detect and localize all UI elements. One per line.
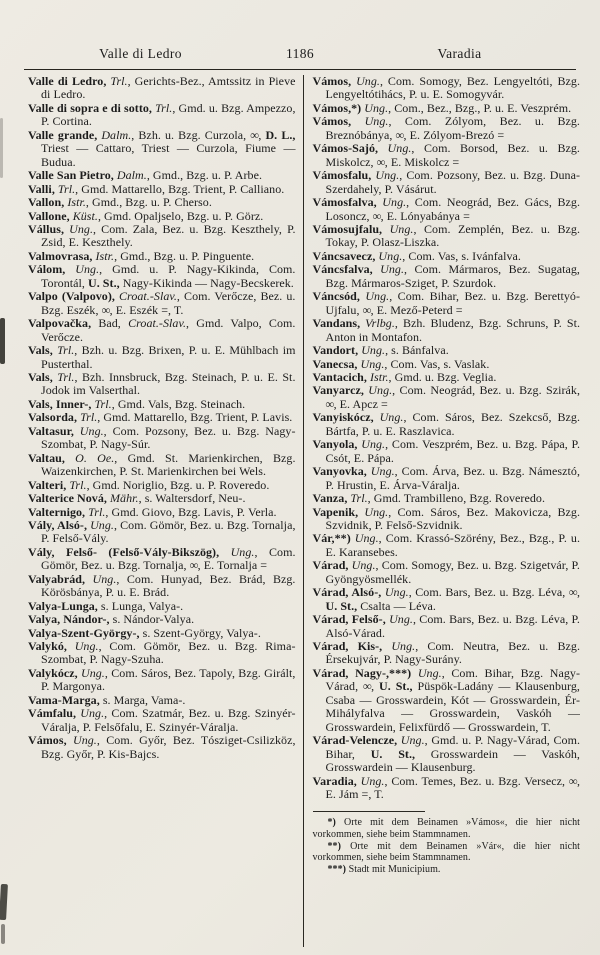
entry-headword: Vár,**) [312, 531, 355, 546]
entry-headword: Vals, Inner-, [28, 396, 95, 411]
entry-text: , Com. Zemplén, Bez. u. Bzg. Tokay, P. Olasz-Liszka. [325, 221, 580, 250]
entry-headword: Vámos, [28, 733, 73, 748]
region-abbrev: Trl. [350, 491, 368, 506]
entry-headword: Vanyiskócz, [312, 410, 380, 425]
gazetteer-entry [313, 317, 581, 344]
entry-text: , E. Zólyom-Brezó = [403, 127, 505, 142]
gazetteer-entry [28, 734, 296, 761]
entry-text: , Com. Bars, Bez. u. Bzg. Léva, P. Alsó-Várad. [325, 612, 580, 640]
entry-headword: Vals, [28, 343, 58, 358]
entry-headword: Vanyarcz, [312, 383, 369, 398]
entry-text: , Bzh. u. Bzg. Brixen, P. u. E. Mühlbach im Pusterthal. [41, 343, 296, 371]
entry-text: , E. Miskolcz = [384, 154, 460, 169]
header-rule [24, 69, 576, 70]
gazetteer-entry [313, 250, 581, 263]
entry-text: , Com. Zala, Bez. u. Bzg. Keszthely, P. Zsid, E. Keszthely. [41, 221, 296, 250]
region-abbrev: Trl. [80, 410, 98, 425]
region-abbrev: Ung. [365, 289, 390, 304]
entry-text: , Com. Somogy, Bez. Lengyeltóti, Bzg. Lengyeltótihács, P. u. E. Somogyvár. [325, 75, 580, 102]
entry-text: Püspök-Ladány — Klausenburg, Csaba — Grosswardein, Kót — Grosswardein, Ér-Mihályfalva — Grosswardein, Vaskóh — Grosswardein, Felixfürdő — Grosswardein, T. [325, 679, 580, 734]
region-abbrev: Küst. [72, 208, 98, 223]
entry-text: , Gerichts-Bez., Amtssitz in Pieve di Ledro. [41, 75, 296, 102]
region-abbrev: Croat.-Slav. [128, 316, 186, 331]
entry-headword: Válom, [28, 262, 76, 277]
gazetteer-entry [28, 627, 296, 640]
region-abbrev: Ung. [230, 544, 255, 559]
gazetteer-entry [28, 694, 296, 707]
region-abbrev: Trl. [94, 396, 112, 411]
entry-headword: U. St., [325, 598, 361, 613]
entry-headword: Vámos, [312, 114, 365, 129]
gazetteer-entry [28, 411, 296, 424]
region-abbrev: Ung. [351, 558, 376, 573]
entry-headword: Valya-Szent-György-, [28, 625, 143, 640]
region-abbrev: Ung. [378, 248, 403, 263]
region-abbrev: Dalm. [101, 127, 132, 142]
gazetteer-entry [313, 102, 581, 115]
gazetteer-entry [313, 532, 581, 559]
page-header [26, 46, 574, 62]
entry-headword: Vámfalu, [28, 706, 81, 721]
entry-text: , Gmd. Giovo, Bzg. Lavis, P. Verla. [105, 504, 277, 519]
entry-headword: Vanecsa, [312, 356, 361, 371]
gazetteer-entry [28, 371, 296, 398]
footnote-marker: **) [327, 840, 341, 852]
gazetteer-entry [28, 169, 296, 182]
entry-text: Triest — Cattaro, Triest — Curzola, Fiume — Budua. [41, 141, 296, 169]
gazetteer-entry [28, 546, 296, 573]
entry-headword: Vanyola, [312, 437, 362, 452]
entry-text: Nagy-Kikinda — Nagy-Becskerek. [122, 275, 294, 290]
entry-headword: D. L., [265, 127, 296, 142]
region-abbrev: Trl. [88, 504, 106, 519]
entry-text: , Bzh. Bludenz, Bzg. Schruns, P. St. Anton in Montafon. [325, 316, 580, 344]
footnote-marker: *) [327, 817, 336, 829]
entry-text: , Gmd. Noriglio, Bzg. u. P. Roveredo. [86, 477, 270, 492]
region-abbrev: Trl. [57, 181, 76, 196]
entry-text: , E. Eszék =, T. [109, 302, 184, 317]
posthorn-icon: ∞ [568, 585, 577, 600]
entry-text: s. Szent-György, Valya-. [142, 625, 261, 640]
entry-headword: Valya-Lunga, [28, 598, 101, 613]
entry-text: , E. Jám =, T. [325, 773, 580, 802]
entry-headword: Valteri, [28, 477, 70, 492]
gazetteer-entry [28, 640, 296, 667]
entry-text: , Com. Neutra, Bez. u. Bzg. Érsekujvár, P. Nagy-Surány. [325, 639, 580, 667]
gazetteer-entry [313, 492, 581, 505]
gazetteer-entry [28, 492, 296, 505]
entry-text: , Com. Neográd, Bez. u. Bzg. Szirák, [392, 383, 580, 398]
region-abbrev: Trl. [57, 369, 75, 384]
entry-text: , E. Apcz = [333, 396, 388, 411]
entry-headword: Varadia, [312, 773, 361, 788]
entry-text: , Com. Sáros, Bez. Tapoly, Bzg. Girált, P. Margonya. [41, 665, 296, 694]
entry-text: , Bzh. Innsbruck, Bzg. Steinach, P. u. E. St. Jodok im Valserthal. [41, 369, 296, 398]
region-abbrev: Ung. [69, 221, 94, 236]
entry-headword: Vámosujfalu, [312, 221, 390, 236]
gazetteer-entry [313, 438, 581, 465]
posthorn-icon: ∞ [250, 127, 259, 142]
entry-headword: Valsorda, [28, 410, 81, 425]
gazetteer-entry [313, 465, 581, 492]
posthorn-icon: ∞ [101, 302, 110, 317]
gazetteer-entry [28, 506, 296, 519]
gazetteer-entry [28, 210, 296, 223]
gazetteer-entry [28, 707, 296, 734]
header-right-title: Varadia [437, 46, 482, 61]
entry-text: , [258, 127, 266, 142]
entry-text: s. Lunga, Valya-. [100, 598, 184, 613]
entry-text: , Gmd. St. Marienkirchen, Bzg. Waizenkirchen, P. St. Marienkirchen bei Wels. [41, 450, 296, 479]
gazetteer-entry [313, 586, 581, 613]
entry-text: , Gmd. Valpo, Com. Verőcze. [41, 316, 296, 344]
gazetteer-entry [28, 398, 296, 411]
right-column [303, 75, 581, 947]
entry-headword: Valya, Nándor-, [28, 612, 113, 627]
entry-text: , Com. Győr, Bez. Tósziget-Csilizköz, Bzg. Győr, P. Kis-Bajcs. [41, 733, 296, 761]
entry-text: , Com. Vas, s. Ivánfalva. [402, 248, 521, 263]
region-abbrev: Ung. [72, 733, 97, 748]
entry-text: , Com. Verőcze, Bez. u. Bzg. Eszék, [41, 289, 296, 317]
entry-text: , Gmd. Trambilleno, Bzg. Roveredo. [367, 491, 545, 506]
gazetteer-entry [28, 263, 296, 290]
region-abbrev: Vrlbg. [365, 316, 395, 331]
entry-headword: Vámos-Sajó, [312, 141, 388, 156]
posthorn-icon: ∞ [376, 154, 385, 169]
gazetteer-entry [313, 223, 581, 250]
gazetteer-entry [313, 411, 581, 438]
region-abbrev: Ung. [361, 437, 386, 452]
gazetteer-entry [313, 506, 581, 533]
gazetteer-entry [28, 573, 296, 600]
entry-text: , E. Tornalja = [197, 558, 268, 573]
gazetteer-entry [313, 640, 581, 667]
region-abbrev: Ung. [391, 639, 416, 654]
entry-text: , Com. Pozsony, Bez. u. Bzg. Nagy-Szombat, P. Nagy-Súr. [41, 423, 296, 452]
entry-text: , Com. Bars, Bez. u. Bzg. Léva, [408, 585, 569, 600]
header-left-title: Valle di Ledro [99, 46, 182, 61]
region-abbrev: Ung. [75, 262, 100, 277]
entry-text: , Com. Zólyom, Bez. u. Bzg. Breznóbánya, [325, 114, 580, 142]
footnote-text: Stadt mit Municipium. [346, 863, 441, 875]
region-abbrev: Istr. [95, 248, 115, 263]
entry-text: , Gmd. Mattarello, Bzg. Trient, P. Calliano. [75, 181, 285, 196]
gazetteer-entry [313, 263, 581, 290]
entry-text: , [576, 585, 580, 600]
entry-headword: Vanyovka, [312, 464, 371, 479]
entry-text: , Com. Veszprém, Bez. u. Bzg. Pápa, P. Csót, E. Pápa. [325, 437, 580, 465]
entry-text: Grosswardein — Vaskóh, Grosswardein — Klausenburg. [325, 746, 580, 775]
entry-headword: U. St., [87, 275, 123, 290]
region-abbrev: Ung. [379, 410, 404, 425]
entry-headword: Várad, [312, 558, 352, 573]
posthorn-icon: ∞ [568, 773, 577, 788]
region-abbrev: Trl. [155, 100, 173, 115]
region-abbrev: Croat.-Slav. [118, 289, 177, 304]
entry-headword: Várad, Kis-, [312, 639, 392, 654]
entry-text: s. Marga, Vama-. [102, 692, 186, 707]
entry-headword: Vály, Alsó-, [28, 517, 91, 532]
region-abbrev: Istr. [67, 195, 86, 210]
entry-headword: Valle San Pietro, [28, 168, 117, 183]
scan-artifact [1, 924, 5, 944]
footnote [313, 864, 581, 876]
entry-text: , Com. Gömör, Bez. u. Bzg. Tornalja, P. Felső-Vály. [41, 517, 296, 546]
entry-headword: Valtasur, [28, 423, 80, 438]
entry-text: , Com. Bihar, Bez. u. Bzg. Berettyó-Ujfalu, [325, 289, 580, 317]
region-abbrev: Ung. [382, 195, 407, 210]
region-abbrev: Ung. [387, 141, 412, 156]
page-number: 1186 [285, 46, 315, 61]
entry-headword: Vámosfalva, [312, 195, 383, 210]
entry-text: , Gmd. u. Bzg. Veglia. [388, 369, 497, 384]
entry-text: , Com. Pozsony, Bez. u. Bzg. Duna-Szerdahely, P. Vásárut. [325, 168, 580, 196]
gazetteer-entry [313, 115, 581, 142]
footnotes-section [313, 811, 581, 875]
region-abbrev: Ung. [368, 383, 393, 398]
gazetteer-entry [313, 142, 581, 169]
entry-headword: Vandort, [312, 343, 362, 358]
posthorn-icon: ∞ [362, 302, 371, 317]
entry-headword: Vámos, [312, 75, 357, 88]
entry-text: , Com., Bez., Bzg., P. u. E. Veszprém. [388, 100, 572, 115]
entry-headword: Valmovrasa, [28, 248, 96, 263]
region-abbrev: Ung. [417, 665, 442, 680]
gazetteer-entry [313, 75, 581, 102]
entry-headword: Váncsfalva, [312, 262, 381, 277]
gazetteer-entry [28, 250, 296, 263]
gazetteer-entry [28, 613, 296, 626]
entry-headword: Váncsavecz, [312, 248, 379, 263]
region-abbrev: Ung. [360, 356, 385, 371]
entry-text: , Gmd., Bzg. u. P. Pinguente. [114, 248, 255, 263]
entry-text: , Com. Hunyad, Bez. Brád, Bzg. Körösbánya, P. u. E. Brád. [41, 571, 296, 600]
region-abbrev: Trl. [69, 477, 87, 492]
gazetteer-entry [313, 559, 581, 586]
posthorn-icon: ∞ [395, 127, 404, 142]
region-abbrev: Ung. [370, 464, 395, 479]
region-abbrev: Ung. [356, 75, 380, 88]
region-abbrev: Ung. [361, 343, 386, 358]
posthorn-icon: ∞ [363, 679, 372, 694]
footnote-marker: ***) [327, 863, 347, 875]
entry-text: , Gmd. u. P. Nagy-Várad, Com. Bihar, [325, 733, 580, 761]
region-abbrev: Ung. [375, 168, 400, 183]
entry-text: , Gmd. u. P. Nagy-Kikinda, Com. Torontál, [41, 262, 296, 290]
entry-text: , Com. Szatmár, Bez. u. Bzg. Szinyér-Váralja, P. Felsőfalu, E. Szinyér-Váralja. [41, 706, 296, 734]
entry-text: , Com. Gömör, Bez. u. Bzg. Rima-Szombat, P. Nagy-Szuha. [41, 639, 296, 667]
region-abbrev: O. Oe. [75, 450, 115, 465]
entry-text: , Com. Somogy, Bez. u. Bzg. Szigetvár, P. Gyöngyösmellék. [325, 558, 580, 586]
footnote-text: Orte mit dem Beinamen »Vámos«, die hier nicht vorkommen, siehe beim Stammnamen. [312, 817, 580, 841]
entry-headword: U. St., [379, 679, 418, 694]
entry-headword: Vállus, [28, 221, 70, 236]
gazetteer-entry [28, 102, 296, 129]
entry-headword: Vama-Marga, [28, 692, 103, 707]
entry-headword: Valle di sopra e di sotto, [28, 100, 156, 115]
posthorn-icon: ∞ [325, 396, 334, 411]
region-abbrev: Ung. [380, 262, 405, 277]
gazetteer-entry [313, 290, 581, 317]
entry-text: , Com. Temes, Bez. u. Bzg. Versecz, [384, 773, 569, 788]
entry-text: s. Nándor-Valya. [112, 612, 195, 627]
entry-headword: Vallone, [28, 208, 73, 223]
gazetteer-entry [313, 667, 581, 734]
region-abbrev: Trl. [57, 343, 75, 358]
gazetteer-entry [313, 358, 581, 371]
entry-headword: Vámos,*) [312, 100, 365, 115]
entry-headword: Várad, Felső-, [312, 612, 390, 627]
entry-headword: Valpovačka, [28, 316, 99, 331]
entry-headword: Valykócz, [28, 665, 81, 680]
entry-headword: Váncsód, [312, 289, 366, 304]
region-abbrev: Ung. [80, 665, 105, 680]
entry-text: , Com. Sáros, Bez. Szekcső, Bzg. Bártfa, P. u. E. Raszlavica. [325, 410, 580, 438]
gazetteer-entry [28, 290, 296, 317]
entry-headword: Vandans, [312, 316, 366, 331]
entry-text: , s. Waltersdorf, Neu-. [138, 491, 246, 506]
entry-headword: Valle di Ledro, [28, 75, 111, 88]
entry-text: , Gmd., Bzg. u. P. Arbe. [146, 168, 263, 183]
region-abbrev: Ung. [79, 423, 104, 438]
footnote [313, 841, 581, 864]
region-abbrev: Ung. [90, 517, 114, 532]
scan-artifact [0, 318, 5, 364]
gazetteer-entry [28, 425, 296, 452]
entry-headword: Vanza, [312, 491, 351, 506]
region-abbrev: Ung. [364, 504, 389, 519]
region-abbrev: Ung. [74, 639, 99, 654]
region-abbrev: Ung. [364, 114, 389, 129]
region-abbrev: Ung. [80, 706, 105, 721]
gazetteer-entry [28, 317, 296, 344]
gazetteer-entry [313, 775, 581, 802]
entry-headword: Valpo (Valpovo), [28, 289, 119, 304]
region-abbrev: Trl. [110, 75, 128, 88]
entry-headword: Valle grande, [28, 127, 102, 142]
gazetteer-entry [28, 183, 296, 196]
entry-headword: Valyabrád, [28, 571, 93, 586]
entry-text: , Com. Sáros, Bez. Makovicza, Bzg. Szvidnik, P. Felső-Szvidnik. [325, 504, 580, 532]
entry-headword: U. St., [370, 746, 431, 761]
text-columns [28, 75, 580, 947]
gazetteer-entry [313, 196, 581, 223]
entry-headword: Vantacich, [312, 369, 370, 384]
region-abbrev: Mähr. [110, 491, 139, 506]
entry-text: , Com. Mármaros, Bez. Sugatag, Bzg. Mármaros-Sziget, P. Szurdok. [325, 262, 580, 290]
entry-headword: Vámosfalu, [312, 168, 376, 183]
entry-text: , Com. Gömör, Bez. u. Bzg. Tornalja, [41, 544, 296, 573]
entry-text: Bad, [98, 316, 129, 331]
gazetteer-entry [28, 519, 296, 546]
gazetteer-entry [313, 734, 581, 774]
entry-text: , Com. Krassó-Szörény, Bez., Bzg., P. u. E. Karansebes. [325, 531, 580, 559]
gazetteer-entry [28, 667, 296, 694]
entry-text: , Bzh. u. Bzg. Curzola, [131, 127, 251, 142]
entry-text: , E. Mező-Peterd = [370, 302, 463, 317]
entry-headword: Várad, Nagy-,***) [312, 665, 418, 680]
gazetteer-entry [313, 613, 581, 640]
gazetteer-entry [28, 600, 296, 613]
entry-headword: Várad, Alsó-, [312, 585, 385, 600]
entry-headword: Valtau, [28, 450, 76, 465]
entry-text: , Com. Bihar, Bzg. Nagy-Várad, [325, 665, 580, 694]
region-abbrev: Ung. [360, 773, 385, 788]
entry-headword: Vals, [28, 369, 58, 384]
entry-headword: Vallon, [28, 195, 68, 210]
entry-text: , Com. Borsod, Bez. u. Bzg. Miskolcz, [325, 141, 580, 169]
gazetteer-entry [28, 479, 296, 492]
footnote [313, 817, 581, 840]
entry-text: , Gmd. Mattarello, Bzg. Trient, P. Lavis. [97, 410, 293, 425]
gazetteer-entry [313, 371, 581, 384]
scan-artifact [0, 118, 3, 178]
region-abbrev: Ung. [384, 585, 409, 600]
entry-text: Csalta — Léva. [360, 598, 436, 613]
gazetteer-entry [28, 75, 296, 102]
scan-artifact [0, 884, 8, 920]
region-abbrev: Ung. [354, 531, 379, 546]
entry-text: , Gmd., Bzg. u. P. Cherso. [85, 195, 212, 210]
gazetteer-entry [28, 452, 296, 479]
entry-headword: Valykó, [28, 639, 75, 654]
entry-headword: Vapenik, [312, 504, 365, 519]
entry-text: , Com. Vas, s. Vaslak. [384, 356, 490, 371]
region-abbrev: Dalm. [116, 168, 147, 183]
gazetteer-entry [28, 129, 296, 169]
region-abbrev: Ung. [92, 571, 117, 586]
region-abbrev: Ung. [389, 612, 413, 627]
entry-headword: Valli, [28, 181, 58, 196]
left-column [28, 75, 303, 947]
footnote-text: Orte mit dem Beinamen »Vár«, die hier nicht vorkommen, siehe beim Stammnamen. [312, 840, 580, 864]
gazetteer-entry [313, 344, 581, 357]
region-abbrev: Istr. [369, 369, 389, 384]
posthorn-icon: ∞ [189, 558, 198, 573]
footnote-rule [313, 811, 425, 812]
region-abbrev: Ung. [389, 221, 414, 236]
entry-text: , s. Bánfalva. [385, 343, 449, 358]
gazetteer-entry [28, 223, 296, 250]
entry-text: , Gmd. u. Bzg. Ampezzo, P. Cortina. [41, 100, 296, 129]
entry-text: , [371, 679, 380, 694]
gazetteer-entry [313, 169, 581, 196]
entry-headword: Várad-Velencze, [312, 733, 401, 748]
entry-text: , Com. Árva, Bez. u. Bzg. Námesztó, P. Hrustin, E. Árva-Váralja. [325, 464, 580, 492]
entry-text: , Gmd. Vals, Bzg. Steinach. [111, 396, 246, 411]
entry-text: , Com. Neográd, Bez. Gács, Bzg. Losoncz, [325, 195, 580, 223]
region-abbrev: Ung. [400, 733, 425, 748]
posthorn-icon: ∞ [372, 208, 381, 223]
entry-text: , Gmd. Opaljselo, Bzg. u. P. Görz. [97, 208, 264, 223]
gazetteer-entry [28, 344, 296, 371]
entry-headword: Valternigo, [28, 504, 89, 519]
gazetteer-entry [28, 196, 296, 209]
gazetteer-entry [313, 384, 581, 411]
region-abbrev: Ung. [364, 100, 389, 115]
entry-headword: Valterice Nová, [28, 491, 110, 506]
entry-headword: Vály, Felső- (Felső-Vály-Bikszög), [28, 544, 231, 559]
entry-text: , E. Lónyabánya = [380, 208, 470, 223]
